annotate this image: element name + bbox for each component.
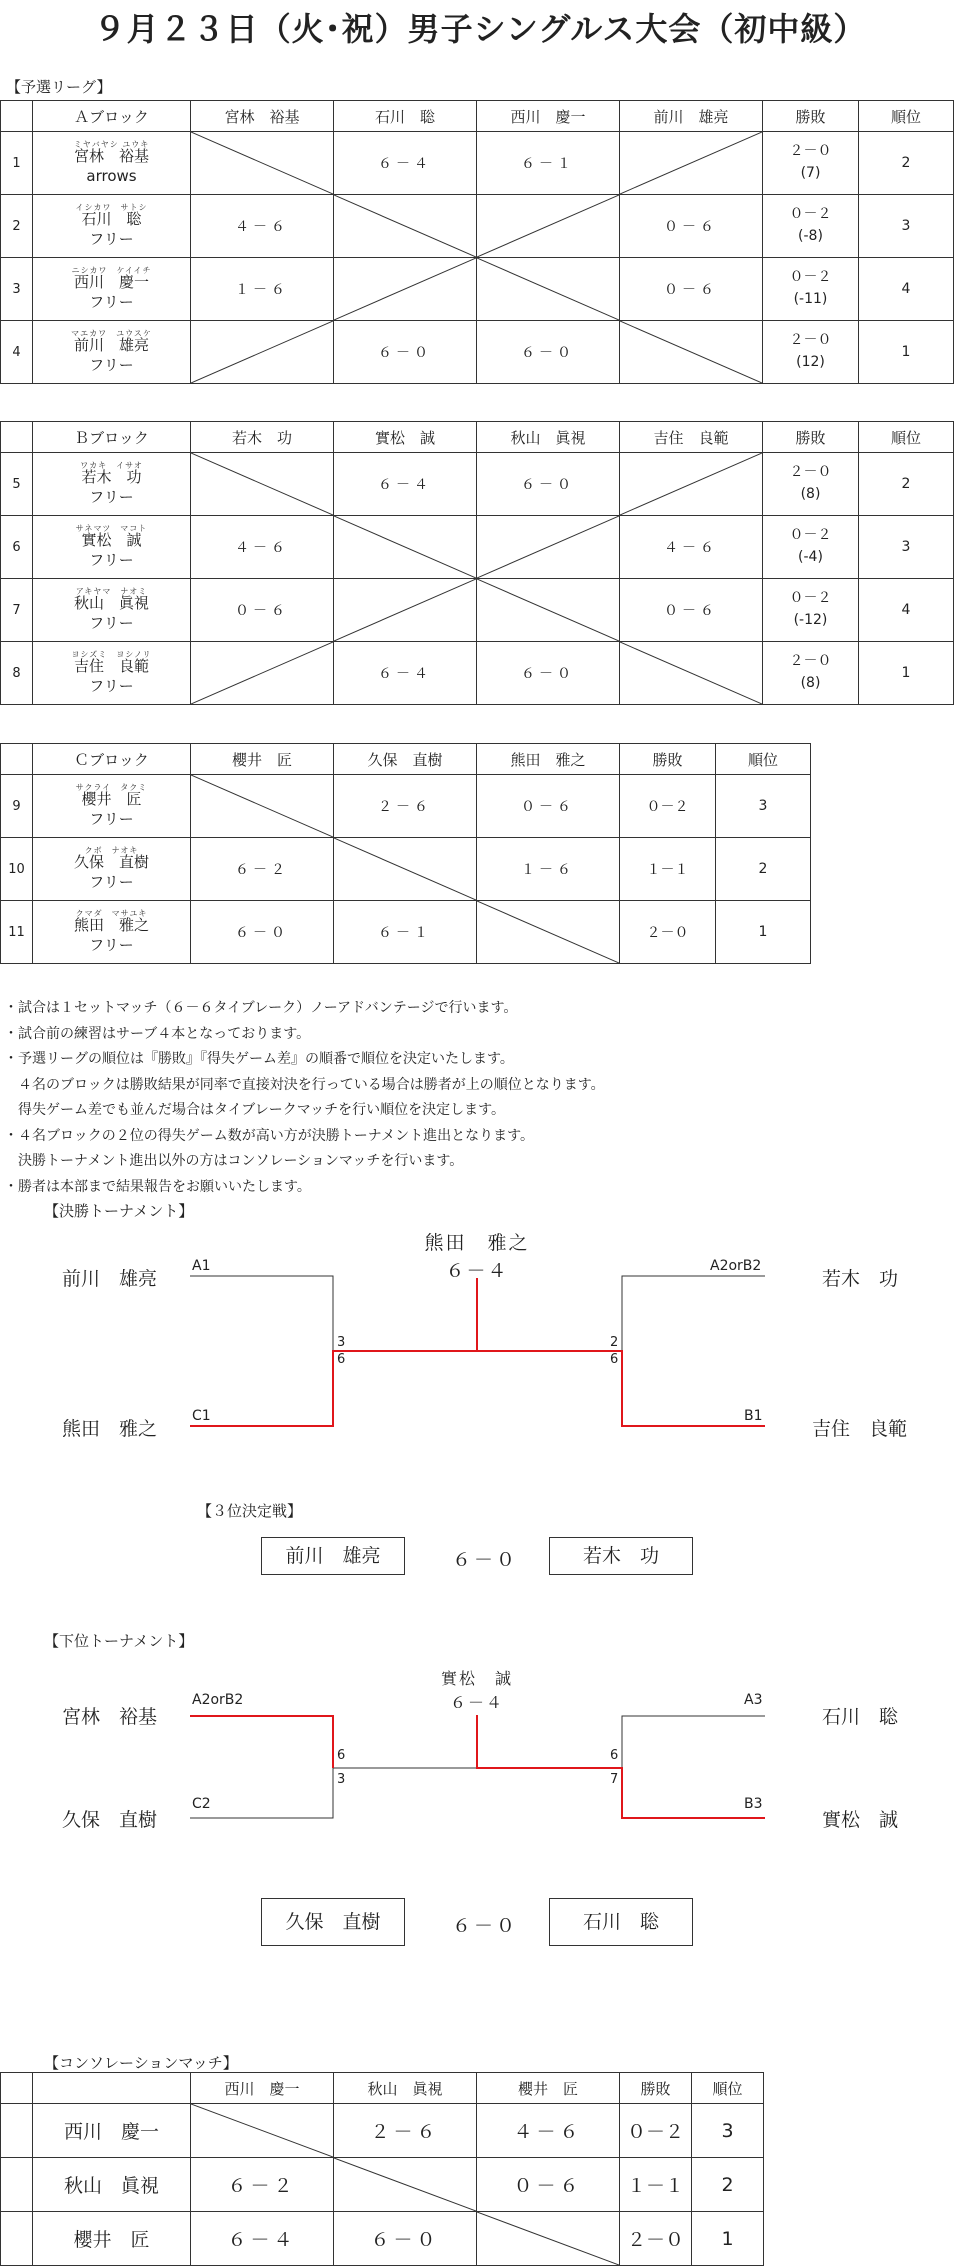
diagonal-line xyxy=(334,258,476,320)
player-cell xyxy=(33,579,191,642)
match-score: ０－６ xyxy=(620,258,763,321)
player-furigana: クマダ マサユキ xyxy=(75,909,148,919)
lower-seed-3: A3 xyxy=(744,1692,763,1708)
win-loss: ０－２ xyxy=(789,590,832,607)
match-score: ６－４ xyxy=(334,132,477,195)
league-table-1 xyxy=(0,421,954,705)
match-score: １－６ xyxy=(477,838,620,901)
column-header: 櫻井 匠 xyxy=(191,744,334,775)
rank-header: 順位 xyxy=(859,101,954,132)
match-score: ０－６ xyxy=(191,579,334,642)
note-line: ４名のブロックは勝敗結果が同率で直接対決を行っている場合は勝者が上の順位となります。 xyxy=(4,1076,605,1093)
final-champion: 熊田 雅之 xyxy=(424,1232,530,1254)
player-name: 石川 聡 xyxy=(81,210,142,229)
final-right-top-score: 2 xyxy=(610,1335,619,1350)
match-cell xyxy=(477,516,620,579)
player-furigana: ミヤバヤシ ユウキ xyxy=(73,140,150,150)
note-line: ・勝者は本部まで結果報告をお願いいたします。 xyxy=(4,1178,311,1195)
diagonal-line xyxy=(620,642,762,704)
diagonal-line xyxy=(477,2212,619,2265)
player-number: 6 xyxy=(1,516,33,579)
lower-left-top-score: 6 xyxy=(337,1748,346,1763)
player-club: フリー xyxy=(89,230,134,249)
player-club: フリー xyxy=(89,810,134,829)
diagonal-line xyxy=(477,579,619,641)
rank: 3 xyxy=(859,195,954,258)
rules-notes xyxy=(4,996,605,1200)
final-player-2: 熊田 雅之 xyxy=(62,1418,158,1440)
player-furigana: ヨシズミ ヨシノリ xyxy=(71,650,152,660)
win-loss: ２－０ xyxy=(789,464,832,481)
win-loss: １－１ xyxy=(620,2158,692,2212)
final-player-4: 吉住 良範 xyxy=(812,1418,908,1440)
self-match-cell xyxy=(334,2158,477,2212)
result-cell xyxy=(763,516,859,579)
player-cell xyxy=(33,901,191,964)
match-score: ６－０ xyxy=(334,321,477,384)
column-header: 櫻井 匠 xyxy=(477,2073,620,2104)
lower-seed-2: C2 xyxy=(192,1796,211,1812)
player-club: フリー xyxy=(89,677,134,696)
self-match-cell xyxy=(477,2212,620,2266)
rank: 1 xyxy=(859,321,954,384)
consolation-table xyxy=(0,2072,764,2266)
self-match-cell xyxy=(477,901,620,964)
diagonal-line xyxy=(334,579,476,641)
consolation-section-label: 【コンソレーションマッチ】 xyxy=(44,2054,238,2072)
match-score: ６－２ xyxy=(191,838,334,901)
player-cell xyxy=(33,195,191,258)
player-cell xyxy=(33,453,191,516)
game-diff: (8) xyxy=(800,675,821,691)
corner-cell xyxy=(1,744,33,775)
lower-player-1: 宮林 裕基 xyxy=(62,1706,158,1728)
diagonal-line xyxy=(334,516,476,578)
player-name: 前川 雄亮 xyxy=(73,336,149,355)
player-name: 若木 功 xyxy=(81,468,142,487)
diagonal-line xyxy=(477,516,619,578)
column-header: 前川 雄亮 xyxy=(620,101,763,132)
player-furigana: マエカワ ユウスケ xyxy=(71,329,152,339)
player-name: 久保 直樹 xyxy=(73,853,149,872)
game-diff: (-11) xyxy=(793,291,828,307)
lower-player-3: 石川 聡 xyxy=(822,1706,899,1728)
lower-player-4: 實松 誠 xyxy=(822,1809,899,1831)
match-score: ６－０ xyxy=(477,453,620,516)
third-right-player: 若木 功 xyxy=(549,1537,693,1575)
result-header: 勝敗 xyxy=(620,2073,692,2104)
column-header: 秋山 眞視 xyxy=(477,422,620,453)
match-cell xyxy=(191,321,334,384)
player-club: フリー xyxy=(89,293,134,312)
win-loss: ２－０ xyxy=(620,2212,692,2266)
rank: 1 xyxy=(692,2212,764,2266)
rank: 3 xyxy=(716,775,811,838)
diagonal-line xyxy=(334,2158,476,2211)
rank: 1 xyxy=(859,642,954,705)
rank-header: 順位 xyxy=(692,2073,764,2104)
third-score: ６－０ xyxy=(452,1549,519,1571)
match-score: ４－６ xyxy=(191,195,334,258)
column-header: 西川 慶一 xyxy=(191,2073,334,2104)
win-loss: ２－０ xyxy=(620,901,716,964)
diagonal-line xyxy=(191,642,333,704)
player-name: 秋山 眞視 xyxy=(73,594,149,613)
third-section-label: 【３位決定戦】 xyxy=(197,1502,303,1520)
match-cell xyxy=(620,453,763,516)
lower-seed-1: A2orB2 xyxy=(192,1692,244,1708)
player-furigana: サクライ タクミ xyxy=(75,783,148,793)
match-cell xyxy=(620,132,763,195)
result-cell xyxy=(763,258,859,321)
match-score: ０－６ xyxy=(620,579,763,642)
lower-right-top-score: 6 xyxy=(610,1748,619,1763)
lower-champion-score: ６－４ xyxy=(449,1693,504,1712)
match-score: ０－６ xyxy=(620,195,763,258)
player-number: 9 xyxy=(1,775,33,838)
match-score: ６－０ xyxy=(477,642,620,705)
win-loss: ２－０ xyxy=(789,653,832,670)
match-score: ２－６ xyxy=(334,2104,477,2158)
diagonal-line xyxy=(477,258,619,320)
match-score: ２－６ xyxy=(334,775,477,838)
empty-cell xyxy=(1,2104,33,2158)
self-match-cell xyxy=(191,775,334,838)
win-loss: ２－０ xyxy=(789,143,832,160)
player-club: フリー xyxy=(89,488,134,507)
rank-header: 順位 xyxy=(716,744,811,775)
diagonal-line xyxy=(620,321,762,383)
column-header: 熊田 雅之 xyxy=(477,744,620,775)
result-cell xyxy=(763,195,859,258)
self-match-cell xyxy=(620,321,763,384)
result-cell xyxy=(763,642,859,705)
diagonal-line xyxy=(334,838,476,900)
player-number: 7 xyxy=(1,579,33,642)
player-cell xyxy=(33,321,191,384)
player-furigana: イシカワ サトシ xyxy=(75,203,148,213)
player-club: arrows xyxy=(86,167,137,186)
lower-champion: 實松 誠 xyxy=(440,1669,513,1688)
match-score: ０－６ xyxy=(477,775,620,838)
rank-header: 順位 xyxy=(859,422,954,453)
block-name: Ｂブロック xyxy=(33,422,191,453)
game-diff: (12) xyxy=(796,354,825,370)
column-header: 宮林 裕基 xyxy=(191,101,334,132)
self-match-cell xyxy=(477,258,620,321)
match-score: ６－４ xyxy=(334,642,477,705)
lower-playoff-left: 久保 直樹 xyxy=(261,1898,405,1946)
empty-cell xyxy=(1,2212,33,2266)
corner-cell xyxy=(1,101,33,132)
note-line: ・４名ブロックの２位の得失ゲーム数が高い方が決勝トーナメント進出となります。 xyxy=(4,1127,535,1144)
column-header: 久保 直樹 xyxy=(334,744,477,775)
player-club: フリー xyxy=(89,873,134,892)
result-cell xyxy=(763,321,859,384)
self-match-cell xyxy=(191,2104,334,2158)
player-club: フリー xyxy=(89,356,134,375)
result-header: 勝敗 xyxy=(763,422,859,453)
player-name: 吉住 良範 xyxy=(73,657,149,676)
result-header: 勝敗 xyxy=(763,101,859,132)
player-cell xyxy=(33,775,191,838)
self-match-cell xyxy=(620,642,763,705)
diagonal-line xyxy=(477,901,619,963)
final-seed-3: A2orB2 xyxy=(710,1258,762,1274)
lower-playoff-right: 石川 聡 xyxy=(549,1898,693,1946)
lower-section-label: 【下位トーナメント】 xyxy=(44,1632,194,1650)
player-name: 西川 慶一 xyxy=(73,273,149,292)
player-number: 8 xyxy=(1,642,33,705)
column-header: 實松 誠 xyxy=(334,422,477,453)
game-diff: (-12) xyxy=(793,612,828,628)
player-number: 5 xyxy=(1,453,33,516)
player-furigana: クボ ナオキ xyxy=(84,846,139,856)
league-table-2 xyxy=(0,743,811,964)
player-name: 宮林 裕基 xyxy=(73,147,149,166)
self-match-cell xyxy=(191,132,334,195)
player-cell xyxy=(33,258,191,321)
final-seed-1: A1 xyxy=(192,1258,211,1274)
match-score: ６－２ xyxy=(191,2158,334,2212)
block-name: Ａブロック xyxy=(33,101,191,132)
player-cell xyxy=(33,516,191,579)
win-loss: ０－２ xyxy=(620,775,716,838)
match-score: １－６ xyxy=(191,258,334,321)
match-score: ６－０ xyxy=(191,901,334,964)
player-number: 2 xyxy=(1,195,33,258)
win-loss: ０－２ xyxy=(789,527,832,544)
rank: 2 xyxy=(859,132,954,195)
third-left-player: 前川 雄亮 xyxy=(261,1537,405,1575)
self-match-cell xyxy=(191,453,334,516)
match-cell xyxy=(334,579,477,642)
match-score: ４－６ xyxy=(620,516,763,579)
match-score: ６－４ xyxy=(334,453,477,516)
diagonal-line xyxy=(191,2104,333,2157)
player-name: 櫻井 匠 xyxy=(81,790,142,809)
final-left-top-score: 3 xyxy=(337,1335,346,1350)
league-section-label: 【予選リーグ】 xyxy=(6,78,112,96)
self-match-cell xyxy=(334,195,477,258)
game-diff: (7) xyxy=(800,165,821,181)
page-title: ９月２３日（火･祝）男子シングルス大会（初中級） xyxy=(93,10,867,48)
diagonal-line xyxy=(191,775,333,837)
column-header: 石川 聡 xyxy=(334,101,477,132)
match-cell xyxy=(334,258,477,321)
lower-seed-4: B3 xyxy=(744,1796,763,1812)
self-match-cell xyxy=(477,579,620,642)
corner-cell xyxy=(1,422,33,453)
player-number: 11 xyxy=(1,901,33,964)
note-line: ・試合前の練習はサーブ４本となっております。 xyxy=(4,1025,311,1042)
rank: 3 xyxy=(692,2104,764,2158)
player-number: 3 xyxy=(1,258,33,321)
rank: 1 xyxy=(716,901,811,964)
note-line: ・予選リーグの順位は『勝敗』『得失ゲーム差』の順番で順位を決定いたします。 xyxy=(4,1051,514,1067)
empty-cell xyxy=(1,2158,33,2212)
match-score: ４－６ xyxy=(477,2104,620,2158)
lower-right-bottom-score: 7 xyxy=(610,1772,619,1787)
match-score: ６－１ xyxy=(477,132,620,195)
final-right-bottom-score: 6 xyxy=(610,1352,619,1367)
game-diff: (-8) xyxy=(798,228,823,244)
final-seed-4: B1 xyxy=(744,1408,763,1424)
self-match-cell xyxy=(334,516,477,579)
player-number: 1 xyxy=(1,132,33,195)
result-cell xyxy=(763,579,859,642)
final-champion-score: ６－４ xyxy=(445,1260,509,1282)
player-number: 10 xyxy=(1,838,33,901)
match-score: ４－６ xyxy=(191,516,334,579)
rank: 4 xyxy=(859,579,954,642)
match-score: ６－０ xyxy=(477,321,620,384)
player-club: フリー xyxy=(89,551,134,570)
column-header: 秋山 眞視 xyxy=(334,2073,477,2104)
player-club: フリー xyxy=(89,936,134,955)
player-name: 櫻井 匠 xyxy=(33,2212,191,2266)
rank: 4 xyxy=(859,258,954,321)
match-cell xyxy=(477,195,620,258)
column-header: 若木 功 xyxy=(191,422,334,453)
column-header: 西川 慶一 xyxy=(477,101,620,132)
player-cell xyxy=(33,132,191,195)
player-number: 4 xyxy=(1,321,33,384)
player-furigana: ワカキ イサオ xyxy=(80,461,143,471)
match-score: ６－０ xyxy=(334,2212,477,2266)
diagonal-line xyxy=(191,453,333,515)
diagonal-line xyxy=(191,321,333,383)
player-name: 西川 慶一 xyxy=(33,2104,191,2158)
final-player-1: 前川 雄亮 xyxy=(62,1268,158,1290)
diagonal-line xyxy=(620,132,762,194)
player-furigana: ニシカワ ケイイチ xyxy=(71,266,152,276)
result-header: 勝敗 xyxy=(620,744,716,775)
result-cell xyxy=(763,132,859,195)
lower-playoff-score: ６－０ xyxy=(452,1915,519,1937)
note-line: ・試合は１セットマッチ（６－６タイブレーク）ノーアドバンテージで行います。 xyxy=(4,1000,518,1016)
match-cell xyxy=(191,642,334,705)
diagonal-line xyxy=(191,132,333,194)
block-name: Ｃブロック xyxy=(33,744,191,775)
match-score: ６－１ xyxy=(334,901,477,964)
game-diff: (8) xyxy=(800,486,821,502)
diagonal-line xyxy=(477,195,619,257)
lower-left-bottom-score: 3 xyxy=(337,1772,346,1787)
player-furigana: サネマツ マコト xyxy=(75,524,148,534)
match-score: ６－４ xyxy=(191,2212,334,2266)
player-furigana: アキヤマ ナオミ xyxy=(75,587,148,597)
game-diff: (-4) xyxy=(798,549,823,565)
player-cell xyxy=(33,838,191,901)
rank: 2 xyxy=(692,2158,764,2212)
win-loss: １－１ xyxy=(620,838,716,901)
result-cell xyxy=(763,453,859,516)
final-seed-2: C1 xyxy=(192,1408,211,1424)
player-name: 秋山 眞視 xyxy=(33,2158,191,2212)
corner-cell xyxy=(1,2073,33,2104)
league-table-0 xyxy=(0,100,954,384)
diagonal-line xyxy=(334,195,476,257)
rank: 2 xyxy=(716,838,811,901)
note-line: 決勝トーナメント進出以外の方はコンソレーションマッチを行います。 xyxy=(4,1153,464,1169)
final-left-bottom-score: 6 xyxy=(337,1352,346,1367)
diagonal-line xyxy=(620,453,762,515)
player-name: 實松 誠 xyxy=(81,531,142,550)
corner-cell xyxy=(33,2073,191,2104)
final-player-3: 若木 功 xyxy=(822,1268,899,1290)
win-loss: ０－２ xyxy=(789,206,832,223)
win-loss: ０－２ xyxy=(620,2104,692,2158)
lower-player-2: 久保 直樹 xyxy=(62,1809,158,1831)
player-name: 熊田 雅之 xyxy=(73,916,149,935)
column-header: 吉住 良範 xyxy=(620,422,763,453)
win-loss: ０－２ xyxy=(789,269,832,286)
rank: 2 xyxy=(859,453,954,516)
match-score: ０－６ xyxy=(477,2158,620,2212)
final-section-label: 【決勝トーナメント】 xyxy=(44,1202,194,1220)
player-cell xyxy=(33,642,191,705)
self-match-cell xyxy=(334,838,477,901)
note-line: 得失ゲーム差でも並んだ場合はタイブレークマッチを行い順位を決定します。 xyxy=(4,1102,506,1118)
player-club: フリー xyxy=(89,614,134,633)
rank: 3 xyxy=(859,516,954,579)
win-loss: ２－０ xyxy=(789,332,832,349)
